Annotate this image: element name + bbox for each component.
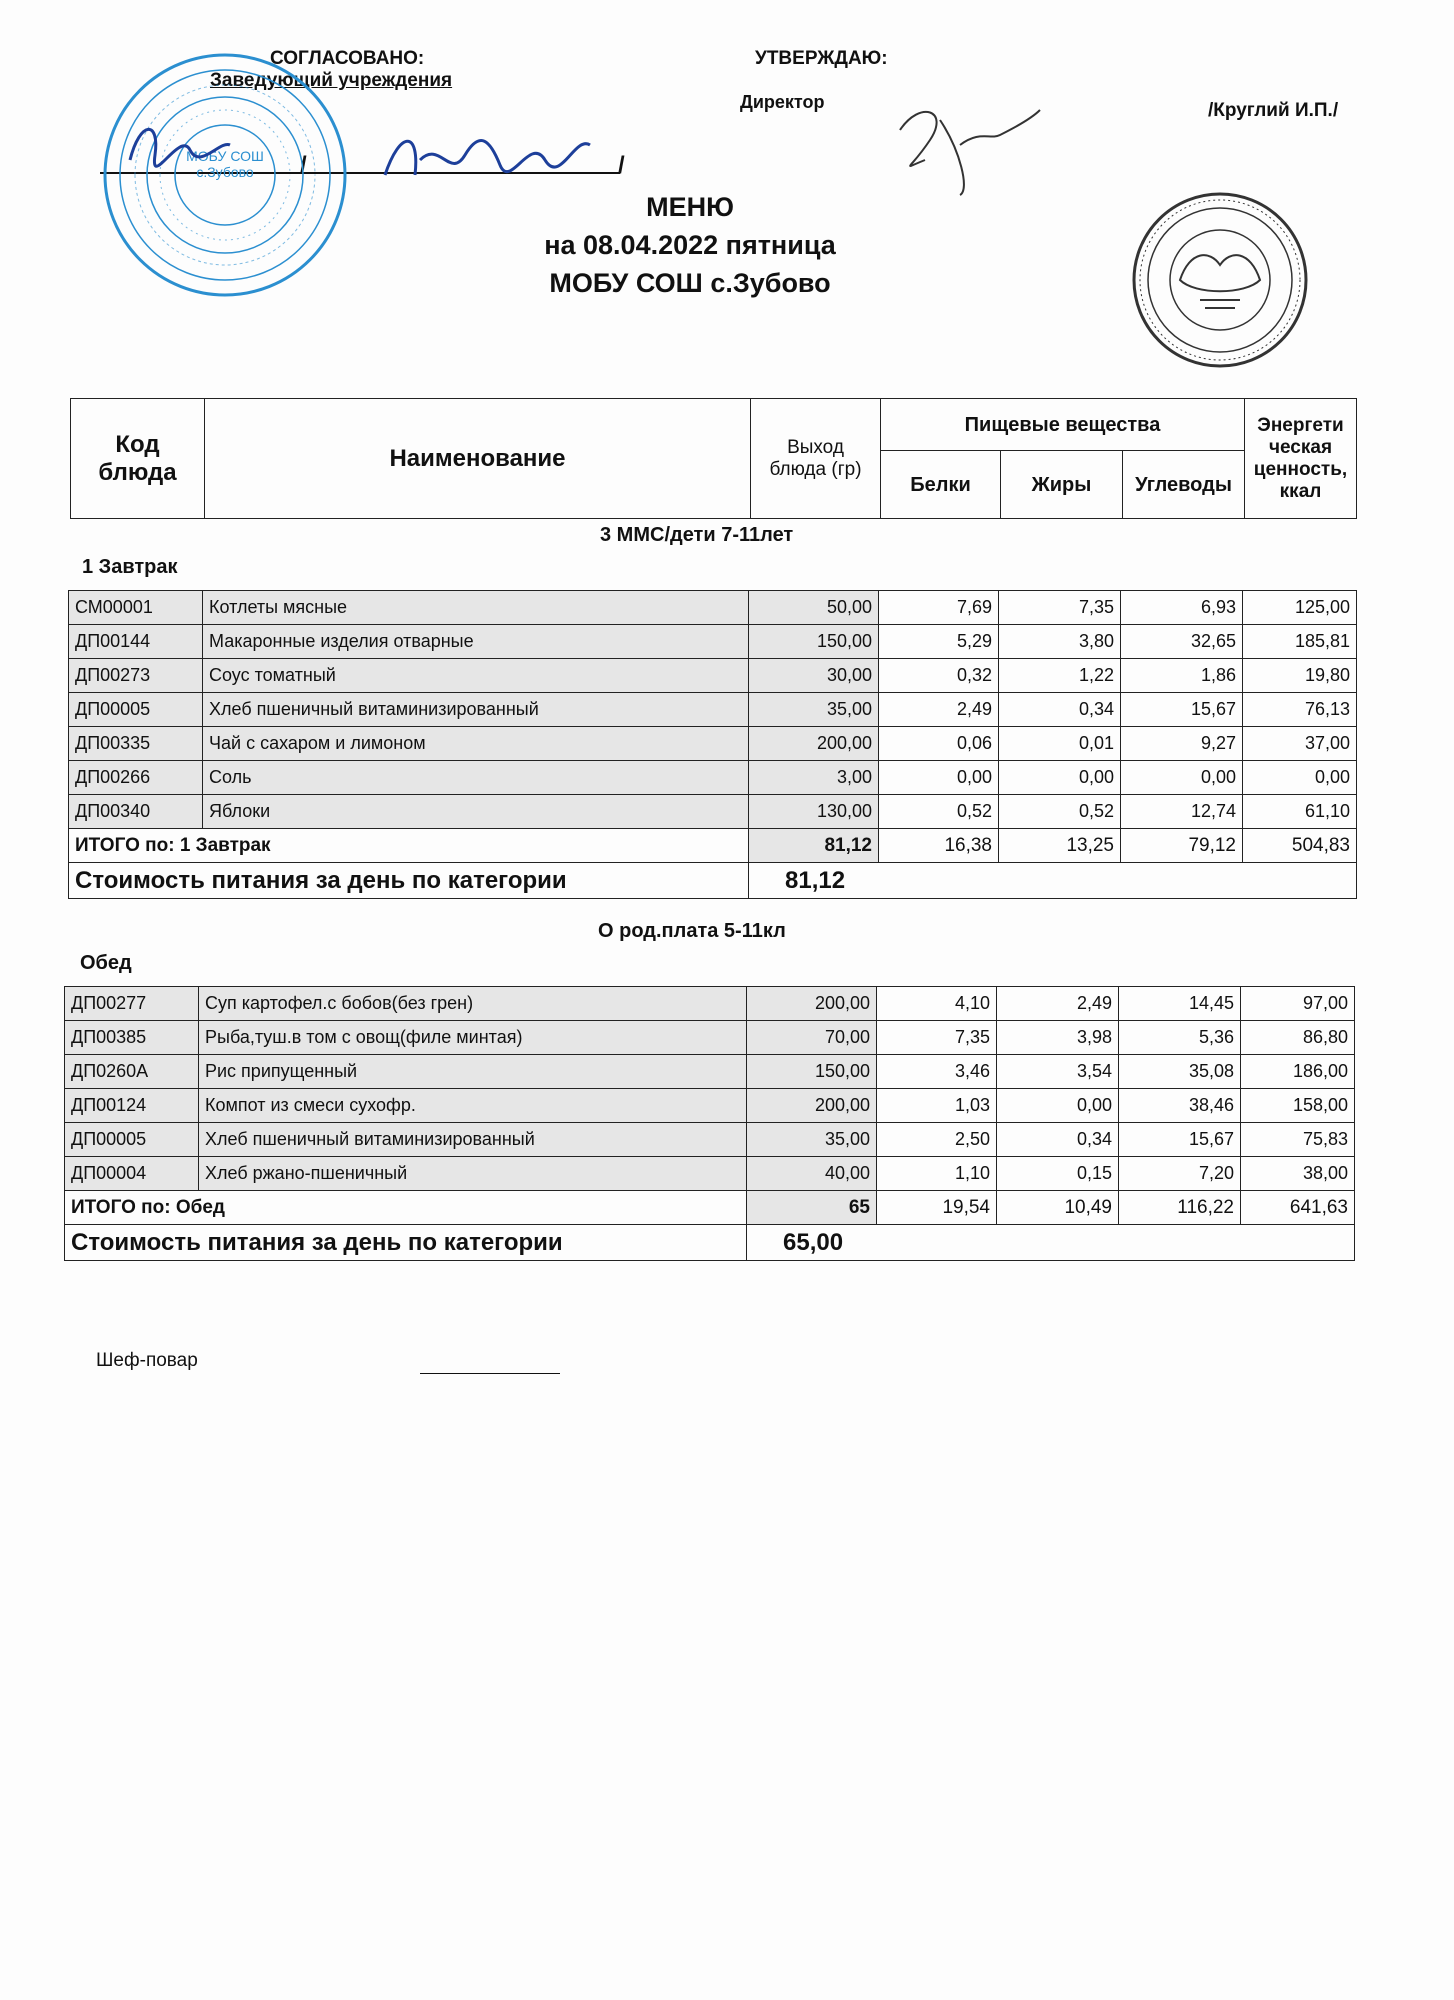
dish-carbs: 9,27 <box>1121 727 1243 761</box>
table-row <box>69 659 1357 693</box>
dish-fat: 1,22 <box>999 659 1121 693</box>
total-protein: 16,38 <box>879 829 999 863</box>
dish-code: ДП00340 <box>69 795 203 829</box>
total-label: ИТОГО по: 1 Завтрак <box>69 829 749 863</box>
dish-protein: 7,69 <box>879 591 999 625</box>
dish-carbs: 1,86 <box>1121 659 1243 693</box>
dish-code: ДП00004 <box>65 1157 199 1191</box>
col-fat: Жиры <box>1001 451 1123 519</box>
title-line-2: на 08.04.2022 пятница <box>544 230 836 260</box>
total-energy: 504,83 <box>1243 829 1357 863</box>
dish-name: Хлеб пшеничный витаминизированный <box>199 1123 747 1157</box>
dish-output: 30,00 <box>749 659 879 693</box>
dish-output: 150,00 <box>749 625 879 659</box>
total-fat: 10,49 <box>997 1191 1119 1225</box>
table-row <box>69 591 1357 625</box>
table-row <box>65 1157 1355 1191</box>
cost-value: 65,00 <box>747 1225 1355 1261</box>
dish-protein: 7,35 <box>877 1021 997 1055</box>
dish-name: Суп картофел.с бобов(без грен) <box>199 987 747 1021</box>
dish-energy: 37,00 <box>1243 727 1357 761</box>
table-row <box>65 987 1355 1021</box>
dish-output: 35,00 <box>749 693 879 727</box>
dish-carbs: 15,67 <box>1121 693 1243 727</box>
agreed-slash-2: / <box>618 152 625 179</box>
dish-name: Рис припущенный <box>199 1055 747 1089</box>
col-code: Код блюда <box>71 399 205 519</box>
menu-table-header <box>70 398 1357 519</box>
dish-code: ДП00277 <box>65 987 199 1021</box>
dish-protein: 0,00 <box>879 761 999 795</box>
dish-protein: 0,06 <box>879 727 999 761</box>
table-row <box>65 1021 1355 1055</box>
dish-output: 150,00 <box>747 1055 877 1089</box>
dish-fat: 0,34 <box>999 693 1121 727</box>
dish-fat: 0,52 <box>999 795 1121 829</box>
cost-label: Стоимость питания за день по категории <box>65 1225 747 1261</box>
chef-label: Шеф-повар <box>96 1350 198 1371</box>
dish-name: Компот из смеси сухофр. <box>199 1089 747 1123</box>
director-seal <box>1130 190 1310 370</box>
dish-protein: 1,03 <box>877 1089 997 1123</box>
dish-output: 200,00 <box>747 987 877 1021</box>
dish-carbs: 35,08 <box>1119 1055 1241 1089</box>
agreed-signature-2 <box>380 120 600 190</box>
dish-name: Котлеты мясные <box>203 591 749 625</box>
dish-fat: 0,34 <box>997 1123 1119 1157</box>
dish-energy: 19,80 <box>1243 659 1357 693</box>
col-protein: Белки <box>881 451 1001 519</box>
dish-protein: 5,29 <box>879 625 999 659</box>
dish-energy: 38,00 <box>1241 1157 1355 1191</box>
table-row <box>69 693 1357 727</box>
dish-code: СМ00001 <box>69 591 203 625</box>
dish-fat: 3,54 <box>997 1055 1119 1089</box>
dish-output: 200,00 <box>747 1089 877 1123</box>
dish-output: 70,00 <box>747 1021 877 1055</box>
dish-name: Яблоки <box>203 795 749 829</box>
section2-group: О род.плата 5-11кл <box>598 920 786 942</box>
breakfast-table <box>68 590 1357 899</box>
table-row <box>65 1089 1355 1123</box>
dish-fat: 0,01 <box>999 727 1121 761</box>
dish-fat: 2,49 <box>997 987 1119 1021</box>
dish-name: Хлеб ржано-пшеничный <box>199 1157 747 1191</box>
dish-code: ДП00266 <box>69 761 203 795</box>
agreed-role: Заведующий учреждения <box>210 70 453 91</box>
col-name: Наименование <box>205 399 751 519</box>
dish-code: ДП00005 <box>69 693 203 727</box>
cost-row <box>69 863 1357 899</box>
dish-energy: 76,13 <box>1243 693 1357 727</box>
dish-protein: 2,50 <box>877 1123 997 1157</box>
dish-code: ДП00335 <box>69 727 203 761</box>
dish-carbs: 38,46 <box>1119 1089 1241 1123</box>
total-row <box>69 829 1357 863</box>
dish-energy: 158,00 <box>1241 1089 1355 1123</box>
total-carbs: 116,22 <box>1119 1191 1241 1225</box>
dish-code: ДП00385 <box>65 1021 199 1055</box>
dish-protein: 2,49 <box>879 693 999 727</box>
dish-carbs: 7,20 <box>1119 1157 1241 1191</box>
dish-code: ДП00144 <box>69 625 203 659</box>
cost-label: Стоимость питания за день по категории <box>69 863 749 899</box>
total-row <box>65 1191 1355 1225</box>
table-row <box>69 625 1357 659</box>
dish-code: ДП00124 <box>65 1089 199 1123</box>
total-output: 81,12 <box>749 829 879 863</box>
table-row <box>65 1055 1355 1089</box>
dish-name: Рыба,туш.в том с овощ(филе минтая) <box>199 1021 747 1055</box>
table-row <box>69 795 1357 829</box>
dish-energy: 186,00 <box>1241 1055 1355 1089</box>
dish-name: Чай с сахаром и лимоном <box>203 727 749 761</box>
dish-carbs: 5,36 <box>1119 1021 1241 1055</box>
dish-carbs: 32,65 <box>1121 625 1243 659</box>
total-label: ИТОГО по: Обед <box>65 1191 747 1225</box>
dish-output: 40,00 <box>747 1157 877 1191</box>
cost-row <box>65 1225 1355 1261</box>
table-row <box>69 727 1357 761</box>
dish-fat: 3,98 <box>997 1021 1119 1055</box>
dish-name: Соль <box>203 761 749 795</box>
total-fat: 13,25 <box>999 829 1121 863</box>
dish-fat: 3,80 <box>999 625 1121 659</box>
section1-meal: 1 Завтрак <box>82 556 178 578</box>
dish-output: 35,00 <box>747 1123 877 1157</box>
dish-output: 50,00 <box>749 591 879 625</box>
chef-signature-line <box>420 1373 560 1374</box>
approve-name: /Круглий И.П./ <box>1208 100 1339 121</box>
dish-energy: 86,80 <box>1241 1021 1355 1055</box>
dish-carbs: 12,74 <box>1121 795 1243 829</box>
approve-label: УТВЕРЖДАЮ: <box>755 48 888 69</box>
agreed-signature-1 <box>120 110 240 180</box>
dish-protein: 0,52 <box>879 795 999 829</box>
dish-name: Макаронные изделия отварные <box>203 625 749 659</box>
dish-energy: 125,00 <box>1243 591 1357 625</box>
dish-protein: 3,46 <box>877 1055 997 1089</box>
dish-energy: 0,00 <box>1243 761 1357 795</box>
dish-energy: 75,83 <box>1241 1123 1355 1157</box>
title-line-1: МЕНЮ <box>646 192 734 222</box>
dish-code: ДП0260А <box>65 1055 199 1089</box>
dish-output: 130,00 <box>749 795 879 829</box>
dish-fat: 0,15 <box>997 1157 1119 1191</box>
dish-output: 200,00 <box>749 727 879 761</box>
title-line-3: МОБУ СОШ с.Зубово <box>549 268 831 298</box>
dish-carbs: 6,93 <box>1121 591 1243 625</box>
col-nutrients: Пищевые вещества <box>881 399 1245 451</box>
lunch-table <box>64 986 1355 1261</box>
stamp-text: МОБУ СОШ с.Зубово <box>186 148 264 180</box>
section2-meal: Обед <box>80 952 132 974</box>
dish-name: Соус томатный <box>203 659 749 693</box>
dish-carbs: 15,67 <box>1119 1123 1241 1157</box>
table-row <box>69 761 1357 795</box>
dish-energy: 185,81 <box>1243 625 1357 659</box>
total-protein: 19,54 <box>877 1191 997 1225</box>
dish-protein: 0,32 <box>879 659 999 693</box>
cost-value: 81,12 <box>749 863 1357 899</box>
agreed-slash-1: / <box>300 152 307 179</box>
dish-code: ДП00273 <box>69 659 203 693</box>
col-energy: Энергети ческая ценность, ккал <box>1245 399 1357 519</box>
dish-fat: 0,00 <box>999 761 1121 795</box>
dish-fat: 0,00 <box>997 1089 1119 1123</box>
dish-carbs: 0,00 <box>1121 761 1243 795</box>
dish-protein: 4,10 <box>877 987 997 1021</box>
director-signature <box>880 90 1050 200</box>
dish-carbs: 14,45 <box>1119 987 1241 1021</box>
agreed-label: СОГЛАСОВАНО: <box>270 48 425 69</box>
dish-energy: 97,00 <box>1241 987 1355 1021</box>
table-row <box>65 1123 1355 1157</box>
col-output: Выход блюда (гр) <box>751 399 881 519</box>
section1-group: 3 ММС/дети 7-11лет <box>600 524 794 546</box>
approve-role: Директор <box>740 92 825 112</box>
total-output: 65 <box>747 1191 877 1225</box>
col-carbs: Углеводы <box>1123 451 1245 519</box>
dish-name: Хлеб пшеничный витаминизированный <box>203 693 749 727</box>
total-carbs: 79,12 <box>1121 829 1243 863</box>
total-energy: 641,63 <box>1241 1191 1355 1225</box>
dish-energy: 61,10 <box>1243 795 1357 829</box>
dish-protein: 1,10 <box>877 1157 997 1191</box>
dish-fat: 7,35 <box>999 591 1121 625</box>
dish-code: ДП00005 <box>65 1123 199 1157</box>
dish-output: 3,00 <box>749 761 879 795</box>
